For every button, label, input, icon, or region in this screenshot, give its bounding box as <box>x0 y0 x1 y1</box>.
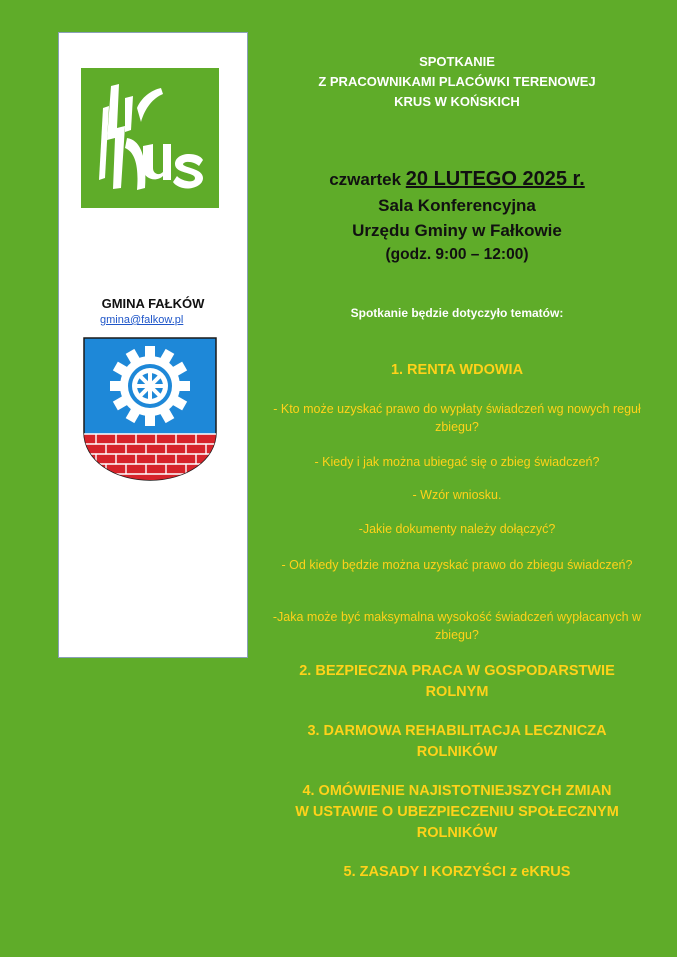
krus-logo <box>81 68 219 208</box>
topic-1: 1. RENTA WDOWIA <box>390 362 524 378</box>
header-line: KRUS W KOŃSKICH <box>394 94 520 109</box>
topic-4 <box>250 781 664 844</box>
coat-of-arms <box>82 336 218 482</box>
event-details <box>250 166 664 267</box>
question-item: -Jakie dokumenty należy dołączyć? <box>358 522 556 536</box>
event-date-line <box>250 166 664 193</box>
topic-4-line-2: W USTAWIE O UBEZPIECZENIU SPOŁECZNYM ROLNIKÓW <box>295 804 619 841</box>
topic-5: 5. ZASADY I KORZYŚCI z eKRUS <box>343 864 571 880</box>
event-date: 20 LUTEGO 2025 r. <box>405 168 585 190</box>
topic-3: 3. DARMOWA REHABILITACJA LECZNICZA ROLNIKÓW <box>307 723 607 760</box>
event-hours: (godz. 9:00 – 12:00) <box>385 246 529 263</box>
header-line: SPOTKANIE <box>419 54 495 69</box>
header-line: Z PRACOWNIKAMI PLACÓWKI TERENOWEJ <box>318 74 596 89</box>
meeting-header <box>250 52 664 112</box>
question-item: - Od kiedy będzie można uzyskać prawo do zbiegu świadczeń? <box>281 558 633 572</box>
question-item: - Kto może uzyskać prawo do wypłaty świadczeń wg nowych reguł zbiegu? <box>273 402 641 434</box>
question-item: - Kiedy i jak można ubiegać się o zbieg świadczeń? <box>314 455 600 469</box>
topic-4-line: 4. OMÓWIENIE NAJISTOTNIEJSZYCH ZMIAN <box>302 783 612 799</box>
event-venue: Sala Konferencyjna <box>378 196 536 215</box>
question-item: - Wzór wniosku. <box>412 488 502 502</box>
topic-2: 2. BEZPIECZNA PRACA W GOSPODARSTWIE ROLNYM <box>299 663 615 700</box>
question-item: -Jaka może być maksymalna wysokość świadczeń wypłacanych w zbiegu? <box>272 610 642 642</box>
gmina-name: GMINA FAŁKÓW <box>101 296 205 311</box>
event-day: czwartek <box>329 170 402 189</box>
gmina-email-link[interactable]: gmina@falkow.pl <box>100 314 184 326</box>
event-venue-2: Urzędu Gminy w Fałkowie <box>352 221 562 240</box>
topics-intro: Spotkanie będzie dotyczyło tematów: <box>350 306 564 320</box>
